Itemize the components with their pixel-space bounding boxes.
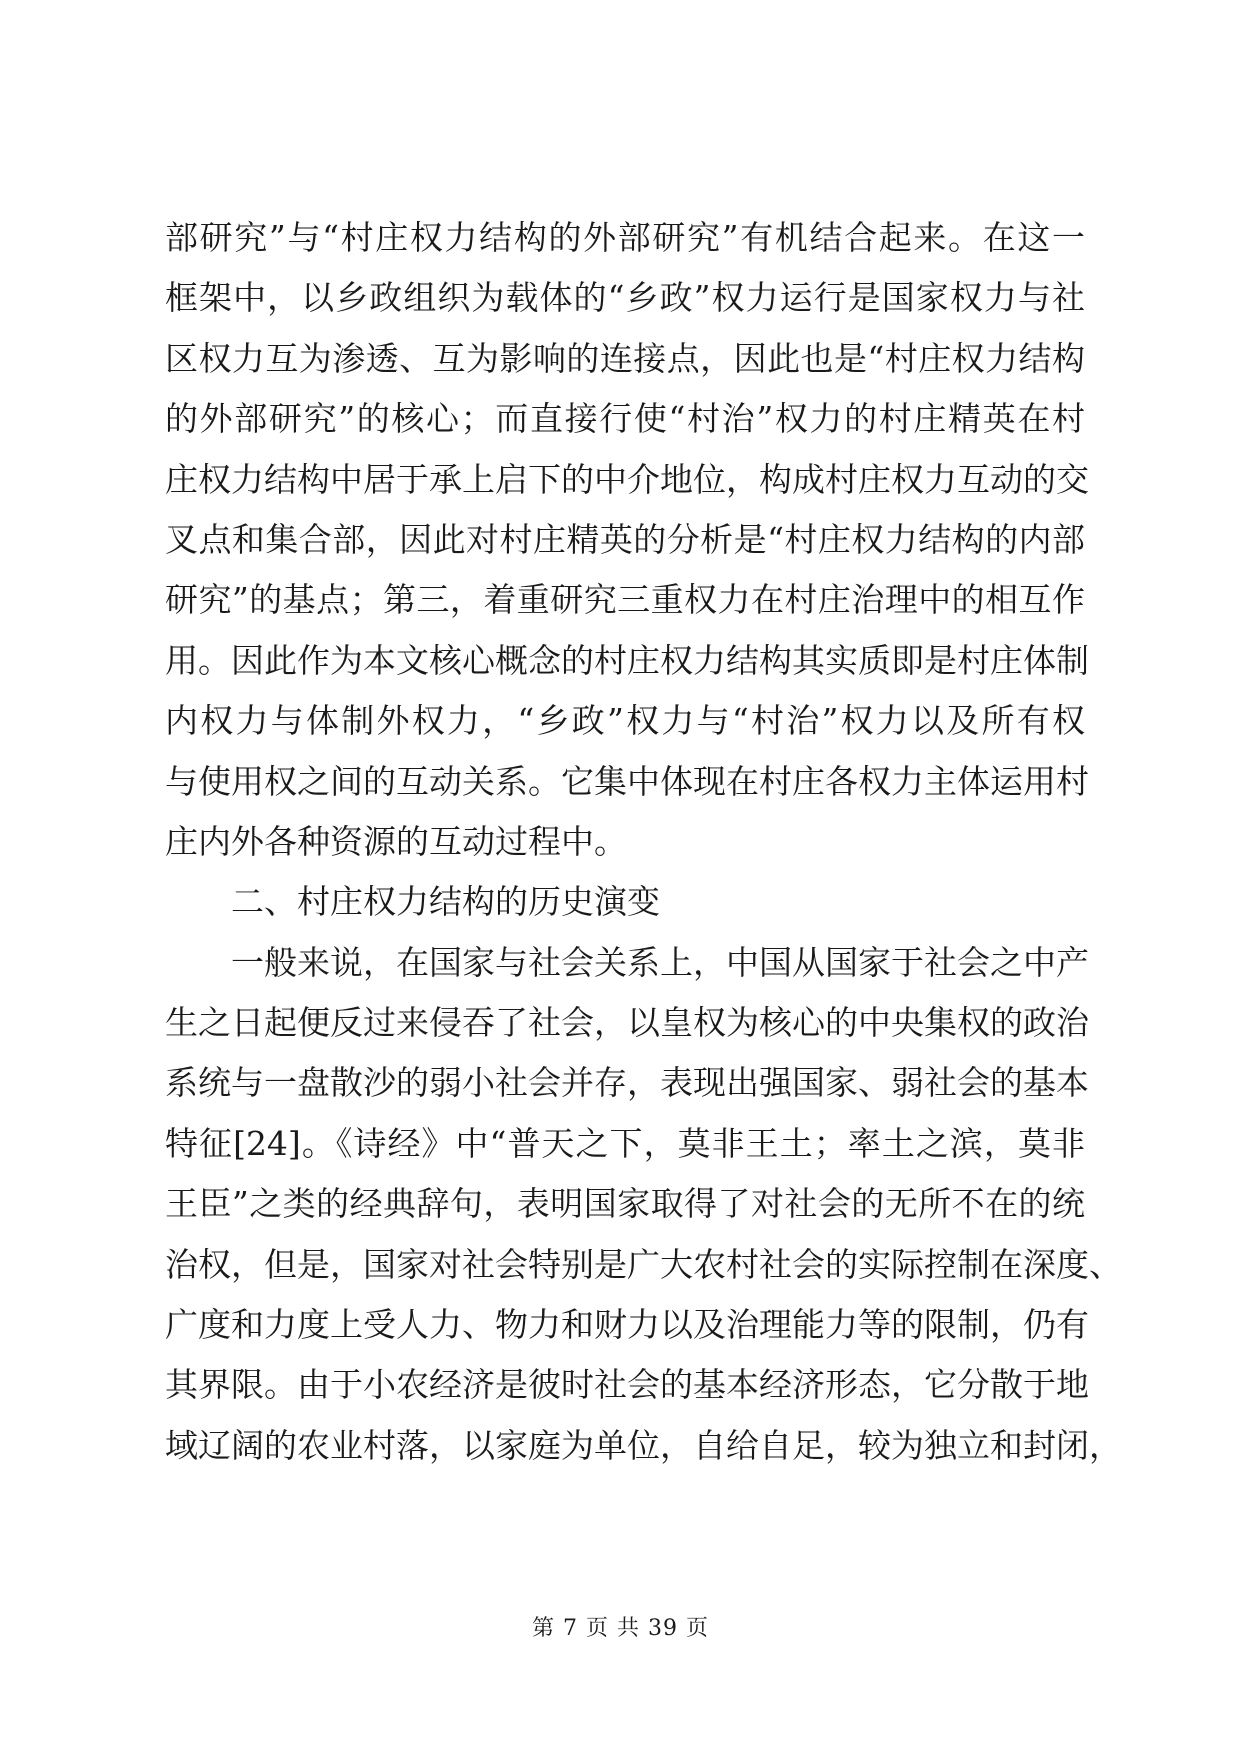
text-line: 庄内外各种资源的互动过程中。 [165,821,627,861]
text-line: 治权，但是，国家对社会特别是广大农村社会的实际控制在深度、 [165,1244,1122,1284]
text-line: 内权力与体制外权力，“乡政”权力与“村治”权力以及所有权 [165,701,1085,741]
text-line: 域辽阔的农业村落，以家庭为单位，自给自足，较为独立和封闭， [165,1425,1122,1465]
text-line: 广度和力度上受人力、物力和财力以及治理能力等的限制，仍有 [165,1305,1089,1345]
text-line: 框架中，以乡政组织为载体的“乡政”权力运行是国家权力与社 [165,278,1085,318]
text-line: 用。因此作为本文核心概念的村庄权力结构其实质即是村庄体制 [165,640,1089,680]
text-line: 叉点和集合部，因此对村庄精英的分析是“村庄权力结构的内部 [165,519,1085,559]
text-line: 王臣”之类的经典辞句，表明国家取得了对社会的无所不在的统 [165,1184,1085,1224]
text-line: 特征[24]。《诗经》中“普天之下，莫非王土；率土之滨，莫非 [165,1123,1085,1163]
section-heading: 二、村庄权力结构的历史演变 [231,882,660,922]
text-line: 系统与一盘散沙的弱小社会并存，表现出强国家、弱社会的基本 [165,1063,1089,1103]
text-line: 区权力互为渗透、互为影响的连接点，因此也是“村庄权力结构 [165,338,1085,378]
text-line: 部研究”与“村庄权力结构的外部研究”有机结合起来。在这一 [165,218,1085,257]
text-line: 一般来说，在国家与社会关系上，中国从国家于社会之中产 [231,942,1089,982]
text-line: 与使用权之间的互动关系。它集中体现在村庄各权力主体运用村 [165,761,1089,801]
body-text [165,208,1122,1476]
text-line: 其界限。由于小农经济是彼时社会的基本经济形态，它分散于地 [165,1365,1089,1405]
text-line: 生之日起便反过来侵吞了社会，以皇权为核心的中央集权的政治 [165,1003,1089,1043]
text-line: 研究”的基点；第三，着重研究三重权力在村庄治理中的相互作 [165,580,1085,620]
page-number-footer: 第 7 页 共 39 页 [532,1616,709,1641]
text-line: 的外部研究”的核心；而直接行使“村治”权力的村庄精英在村 [165,399,1085,439]
text-line: 庄权力结构中居于承上启下的中介地位，构成村庄权力互动的交 [165,459,1089,499]
